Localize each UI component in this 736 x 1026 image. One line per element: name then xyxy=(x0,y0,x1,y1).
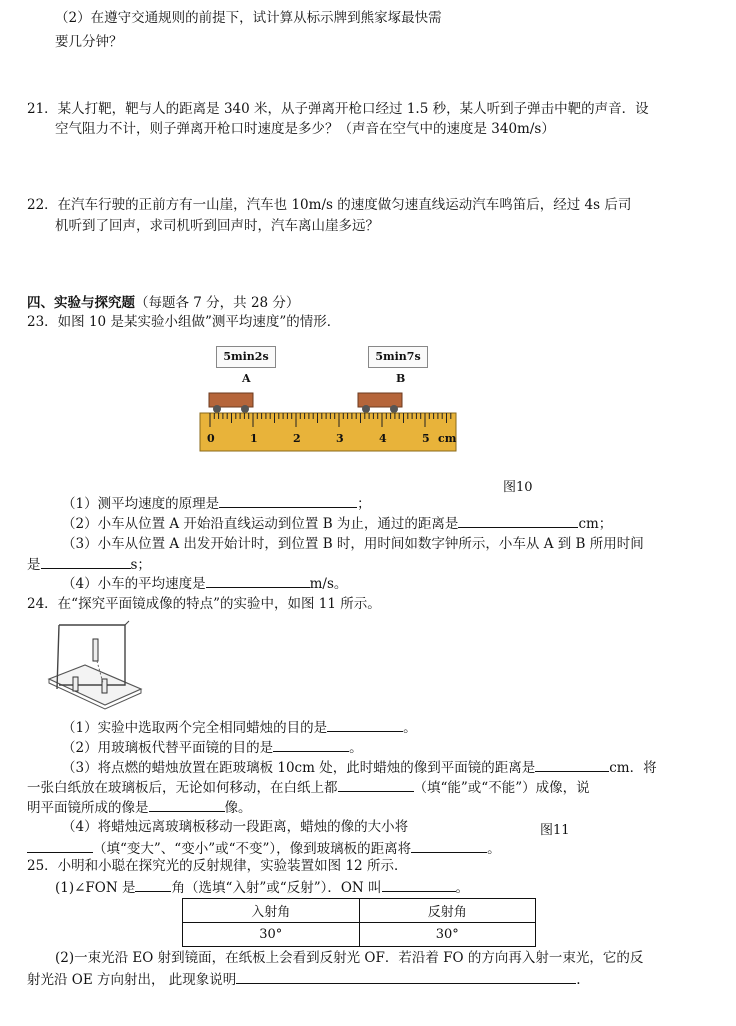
q24-p3-end-b: （填“能”或“不能”）成像，说 xyxy=(413,780,590,796)
q24-p4-text-b: （填“变大”、“变小”或“不变”），像到玻璃板的距离将 xyxy=(93,841,412,857)
q25-p2-blank[interactable] xyxy=(236,970,576,984)
q23-p2-end: cm； xyxy=(578,516,613,532)
section4-title: 四、实验与探究题 xyxy=(27,295,135,311)
ruler-diagram xyxy=(196,342,460,454)
q24-stem: 24．在“探究平面镜成像的特点”的实验中，如图 11 所示。 xyxy=(27,596,381,612)
q24-p4-blank-b[interactable] xyxy=(411,839,487,853)
table-cell: 30° xyxy=(183,923,360,947)
q23-p4-blank[interactable] xyxy=(206,574,310,588)
q24-p1-text: （1）实验中选取两个完全相同蜡烛的目的是 xyxy=(62,720,328,736)
figure-10 xyxy=(196,342,460,454)
table-row xyxy=(183,923,536,947)
q24-p3-text-b: 一张白纸放在玻璃板后，无论如何移动，在白纸上都 xyxy=(27,780,338,796)
q25-p2-line1: (2)一束光沿 EO 射到镜面，在纸板上会看到反射光 OF．若沿着 FO 的方向再入射一束光，它的反 xyxy=(55,950,644,966)
q23-p4-end: m/s。 xyxy=(309,576,348,592)
q24-p3-line2 xyxy=(27,778,590,797)
q24-p2 xyxy=(62,738,363,757)
digital-clock-a: 5min2s xyxy=(216,346,276,368)
q20-part2-line1: （2）在遵守交通规则的前提下，试计算从标示牌到熊家塚最快需 xyxy=(55,10,442,26)
position-label-b: B xyxy=(396,372,406,385)
ruler-tick-label: 3 xyxy=(336,432,344,445)
q21-line1: 21．某人打靶，靶与人的距离是 340 米，从子弹离开枪口经过 1.5 秒，某人听到子弹击中靶的声音．设 xyxy=(27,101,649,117)
ruler-tick-label: 1 xyxy=(250,432,258,445)
q25-p1-text-b: 角（选填“入射”或“反射”）．ON 叫 xyxy=(171,880,382,896)
q23-p3-line2 xyxy=(27,555,151,574)
q23-p2 xyxy=(62,514,612,533)
q23-p2-text: （2）小车从位置 A 开始沿直线运动到位置 B 为止，通过的距离是 xyxy=(62,516,459,532)
q25-p1-blank-a[interactable] xyxy=(135,878,171,892)
q23-p1-end: ； xyxy=(357,496,371,512)
q24-p1 xyxy=(62,718,417,737)
q23-p3-text: 是 xyxy=(27,557,41,573)
digital-clock-b: 5min7s xyxy=(368,346,428,368)
table-header: 反射角 xyxy=(359,899,536,923)
q24-p3-text-c: 明平面镜所成的像是 xyxy=(27,800,149,816)
q24-p3-end-a: cm．将 xyxy=(609,760,657,776)
figure-11-mirror-diagram xyxy=(45,619,145,713)
q24-p3-line1 xyxy=(62,758,657,777)
q25-p1 xyxy=(55,878,469,897)
ruler-unit-label: cm xyxy=(438,432,457,445)
q23-stem: 23．如图 10 是某实验小组做”测平均速度”的情形． xyxy=(27,314,341,330)
q24-p1-end: 。 xyxy=(403,720,417,736)
q23-p1 xyxy=(62,494,371,513)
ruler-tick-label: 4 xyxy=(379,432,387,445)
cart-a-icon xyxy=(209,393,253,413)
section4-heading xyxy=(27,294,299,312)
q24-p4-line1: （4）将蜡烛远离玻璃板移动一段距离，蜡烛的像的大小将 xyxy=(62,819,409,835)
q24-p3-blank-b[interactable] xyxy=(338,778,414,792)
q24-p1-blank[interactable] xyxy=(327,718,403,732)
cart-b-icon xyxy=(358,393,402,413)
q24-p4-end-b: 。 xyxy=(487,841,501,857)
q25-p1-text-a: (1)∠FON 是 xyxy=(55,880,136,896)
q23-p1-text: （1）测平均速度的原理是 xyxy=(62,496,220,512)
table-header-row xyxy=(183,899,536,923)
q24-p2-end: 。 xyxy=(349,740,363,756)
q23-p2-blank[interactable] xyxy=(458,514,578,528)
q25-p1-blank-b[interactable] xyxy=(382,878,456,892)
q23-p4-text: （4）小车的平均速度是 xyxy=(62,576,206,592)
q24-p3-line3 xyxy=(27,798,252,817)
q24-p4-blank-a[interactable] xyxy=(27,839,93,853)
q23-p1-blank[interactable] xyxy=(219,494,357,508)
q24-p2-text: （2）用玻璃板代替平面镜的目的是 xyxy=(62,740,274,756)
q23-p3-line1: （3）小车从位置 A 出发开始计时，到位置 B 时，用时间如数字钟所示，小车从 A 到 B 所用时间 xyxy=(62,536,644,552)
ruler-tick-label: 0 xyxy=(207,432,215,445)
q24-p3-blank-c[interactable] xyxy=(149,798,225,812)
q21-line2: 空气阻力不计，则子弹离开枪口时速度是多少？（声音在空气中的速度是 340m/s） xyxy=(55,121,555,137)
q25-p1-end: 。 xyxy=(455,880,470,896)
q25-p2-end: . xyxy=(576,972,581,988)
q24-p3-blank-a[interactable] xyxy=(535,758,609,772)
figure-10-caption: 图10 xyxy=(503,480,533,495)
angle-table xyxy=(182,898,536,947)
ruler-tick-label: 2 xyxy=(293,432,301,445)
table-header: 入射角 xyxy=(183,899,360,923)
q25-p2-text-b: 射光沿 OE 方向射出， 此现象说明 xyxy=(27,972,237,988)
q24-p3-text-a: （3）将点燃的蜡烛放置在距玻璃板 10cm 处，此时蜡烛的像到平面镜的距离是 xyxy=(62,760,536,776)
q22-line1: 22．在汽车行驶的正前方有一山崖，汽车也 10m/s 的速度做匀速直线运动汽车鸣笛后，经过 4s 后司 xyxy=(27,197,632,213)
q20-part2-line2: 要几分钟？ xyxy=(55,34,123,50)
ruler-tick-label: 5 xyxy=(422,432,430,445)
q23-p4 xyxy=(62,574,347,593)
q24-p3-end-c: 像。 xyxy=(224,800,252,816)
section4-note: （每题各 7 分，共 28 分） xyxy=(135,295,300,311)
figure-11-caption: 图11 xyxy=(540,823,570,838)
q22-line2: 机听到了回声，求司机听到回声时，汽车离山崖多远？ xyxy=(55,218,379,234)
q24-p4-line2 xyxy=(27,839,501,858)
q25-p2-line2 xyxy=(27,970,581,989)
q24-p2-blank[interactable] xyxy=(273,738,349,752)
q23-p3-end: s； xyxy=(130,557,151,573)
q23-p3-blank[interactable] xyxy=(41,555,131,569)
table-cell: 30° xyxy=(359,923,536,947)
q25-stem: 25．小明和小聪在探究光的反射规律，实验装置如图 12 所示． xyxy=(27,858,408,874)
position-label-a: A xyxy=(242,372,251,385)
